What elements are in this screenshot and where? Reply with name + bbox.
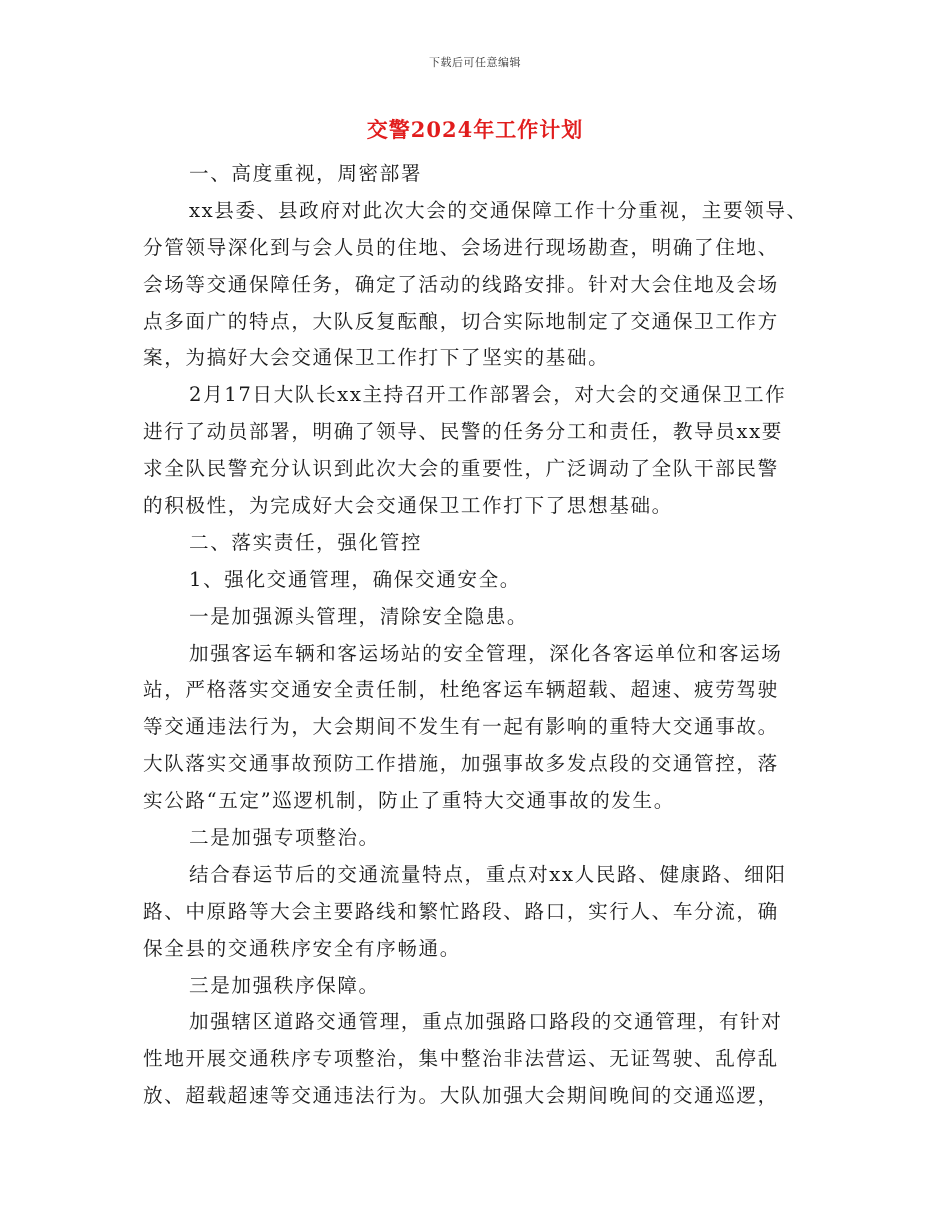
text-line: 加强辖区道路交通管理，重点加强路口路段的交通管理，有针对 — [189, 1010, 783, 1034]
text-line: 结合春运节后的交通流量特点，重点对xx人民路、健康路、细阳 — [189, 862, 787, 886]
text-line: 2月17日大队长xx主持召开工作部署会，对大会的交通保卫工作 — [189, 383, 787, 407]
text-line: 加强客运车辆和客运场站的安全管理，深化各客运单位和客运场 — [189, 641, 783, 665]
text-line: 会场等交通保障任务，确定了活动的线路安排。针对大会住地及会场 — [143, 272, 779, 296]
text-line: 案，为搞好大会交通保卫工作打下了坚实的基础。 — [143, 346, 610, 370]
text-line: 一是加强源头管理，清除安全隐患。 — [189, 604, 529, 628]
text-line: 点多面广的特点，大队反复酝酿，切合实际地制定了交通保卫工作方 — [143, 309, 779, 333]
text-line: xx县委、县政府对此次大会的交通保障工作十分重视，主要领导、 — [189, 198, 808, 222]
text-line: 求全队民警充分认识到此次大会的重要性，广泛调动了全队干部民警 — [143, 457, 779, 481]
text-line: 1、强化交通管理，确保交通安全。 — [189, 567, 521, 591]
document-title: 交警2024年工作计划 — [366, 117, 584, 142]
text-line: 实公路“五定”巡逻机制，防止了重特大交通事故的发生。 — [143, 789, 675, 813]
text-line: 放、超载超速等交通违法行为。大队加强大会期间晚间的交通巡逻， — [143, 1084, 779, 1108]
text-line: 三是加强秩序保障。 — [189, 973, 380, 997]
text-line: 等交通违法行为，大会期间不发生有一起有影响的重特大交通事故。 — [143, 715, 779, 739]
text-line: 进行了动员部署，明确了领导、民警的任务分工和责任，教导员xx要 — [143, 420, 783, 444]
document-body — [143, 156, 813, 1115]
text-line: 一、高度重视，周密部署 — [189, 162, 423, 185]
header-note: 下载后可任意编辑 — [429, 56, 521, 69]
text-line: 大队落实交通事故预防工作措施，加强事故多发点段的交通管控，落 — [143, 752, 779, 776]
text-line: 保全县的交通秩序安全有序畅通。 — [143, 936, 461, 960]
text-line: 的积极性，为完成好大会交通保卫工作打下了思想基础。 — [143, 494, 673, 518]
text-line: 站，严格落实交通安全责任制，杜绝客运车辆超载、超速、疲劳驾驶 — [143, 678, 779, 702]
text-line: 路、中原路等大会主要路线和繁忙路段、路口，实行人、车分流，确 — [143, 899, 779, 923]
text-line: 分管领导深化到与会人员的住地、会场进行现场勘查，明确了住地、 — [143, 235, 779, 259]
text-line: 二、落实责任，强化管控 — [189, 530, 423, 554]
text-line: 二是加强专项整治。 — [189, 826, 380, 850]
text-line: 性地开展交通秩序专项整治，集中整治非法营运、无证驾驶、乱停乱 — [143, 1047, 779, 1071]
